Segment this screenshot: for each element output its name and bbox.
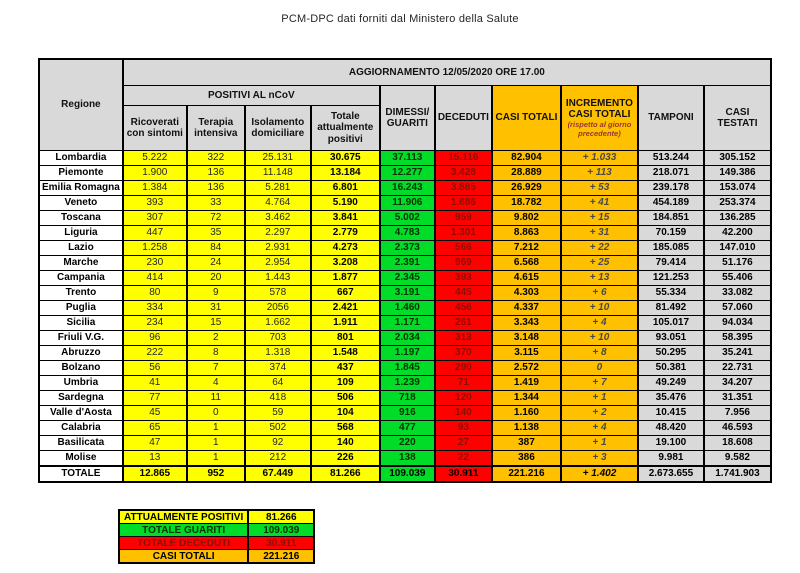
cell-dimessi: 4.783 — [380, 226, 435, 241]
cell-incremento: + 10 — [561, 301, 638, 316]
cell-dimessi: 477 — [380, 421, 435, 436]
cell-ricoverati: 393 — [123, 196, 187, 211]
cell-casi-totali: 28.889 — [492, 166, 561, 181]
summary-row — [119, 550, 314, 564]
cell-casi-testati: 35.241 — [704, 346, 771, 361]
cell-ricoverati: 80 — [123, 286, 187, 301]
cell-isolamento: 2056 — [245, 301, 311, 316]
cell-dimessi: 11.906 — [380, 196, 435, 211]
cell-incremento: + 31 — [561, 226, 638, 241]
cell-totale-positivi: 568 — [311, 421, 380, 436]
cell-casi-testati: 136.285 — [704, 211, 771, 226]
cell-deceduti: 1.301 — [435, 226, 492, 241]
header-totale-positivi: Totale attualmente positivi — [311, 106, 380, 151]
cell-casi-testati: 147.010 — [704, 241, 771, 256]
summary-row — [119, 524, 314, 537]
cell-tamponi: 81.492 — [638, 301, 704, 316]
cell-terapia: 136 — [187, 181, 245, 196]
cell-dimessi: 2.034 — [380, 331, 435, 346]
cell-tamponi: 48.420 — [638, 421, 704, 436]
cell-casi-testati: 57.060 — [704, 301, 771, 316]
header-dimessi-guariti: DIMESSI/ GUARITI — [380, 86, 435, 151]
table-row — [39, 451, 771, 467]
cell-deceduti: 3.885 — [435, 181, 492, 196]
cell-deceduti: 15.116 — [435, 151, 492, 166]
cell-deceduti: 1.686 — [435, 196, 492, 211]
cell-dimessi: 1.845 — [380, 361, 435, 376]
cell-isolamento: 418 — [245, 391, 311, 406]
table-row — [39, 151, 771, 166]
cell-dimessi: 37.113 — [380, 151, 435, 166]
cell-isolamento: 59 — [245, 406, 311, 421]
cell-totale-positivi: 13.184 — [311, 166, 380, 181]
cell-incremento: + 15 — [561, 211, 638, 226]
table-row — [39, 301, 771, 316]
summary-value: 221.216 — [248, 550, 314, 564]
cell-dimessi: 220 — [380, 436, 435, 451]
cell-ricoverati: 96 — [123, 331, 187, 346]
cell-dimessi: 138 — [380, 451, 435, 467]
cell-isolamento: 502 — [245, 421, 311, 436]
cell-regione: Lazio — [39, 241, 123, 256]
cell-incremento: + 1 — [561, 436, 638, 451]
cell-casi-testati: 305.152 — [704, 151, 771, 166]
cell-isolamento: 212 — [245, 451, 311, 467]
cell-tamponi: 121.253 — [638, 271, 704, 286]
cell-terapia: 2 — [187, 331, 245, 346]
cell-ricoverati: 414 — [123, 271, 187, 286]
cell-tamponi: 9.981 — [638, 451, 704, 467]
cell-dimessi: 2.373 — [380, 241, 435, 256]
cell-deceduti: 93 — [435, 421, 492, 436]
cell-incremento: + 3 — [561, 451, 638, 467]
cell-totale-positivi: 109 — [311, 376, 380, 391]
cell-terapia: 15 — [187, 316, 245, 331]
cell-regione: Umbria — [39, 376, 123, 391]
cell-isolamento: 5.281 — [245, 181, 311, 196]
cell-tamponi: 55.334 — [638, 286, 704, 301]
cell-ricoverati: 13 — [123, 451, 187, 467]
cell-totale-positivi: 437 — [311, 361, 380, 376]
cell-terapia: 1 — [187, 421, 245, 436]
header-casi-testati: CASI TESTATI — [704, 86, 771, 151]
cell-terapia: 322 — [187, 151, 245, 166]
cell-casi-totali: 7.212 — [492, 241, 561, 256]
table-row — [39, 391, 771, 406]
summary-label: CASI TOTALI — [119, 550, 248, 564]
header-terapia-intensiva: Terapia intensiva — [187, 106, 245, 151]
cell-deceduti: 370 — [435, 346, 492, 361]
cell-dimessi: 3.191 — [380, 286, 435, 301]
cell-incremento: + 6 — [561, 286, 638, 301]
cell-incremento: + 22 — [561, 241, 638, 256]
header-ricoverati: Ricoverati con sintomi — [123, 106, 187, 151]
cell-isolamento: 578 — [245, 286, 311, 301]
cell-tamponi: 2.673.655 — [638, 466, 704, 482]
covid-regions-table — [38, 58, 772, 483]
cell-isolamento: 2.931 — [245, 241, 311, 256]
cell-casi-testati: 94.034 — [704, 316, 771, 331]
cell-deceduti: 27 — [435, 436, 492, 451]
cell-isolamento: 11.148 — [245, 166, 311, 181]
summary-box — [118, 509, 315, 564]
cell-totale-positivi: 2.779 — [311, 226, 380, 241]
cell-totale-positivi: 6.801 — [311, 181, 380, 196]
header-regione: Regione — [39, 59, 123, 151]
cell-incremento: + 8 — [561, 346, 638, 361]
cell-deceduti: 313 — [435, 331, 492, 346]
cell-regione: Campania — [39, 271, 123, 286]
table-row — [39, 271, 771, 286]
table-row — [39, 346, 771, 361]
cell-terapia: 24 — [187, 256, 245, 271]
cell-incremento: 0 — [561, 361, 638, 376]
cell-incremento: + 1 — [561, 391, 638, 406]
cell-casi-totali: 9.802 — [492, 211, 561, 226]
cell-casi-totali: 6.568 — [492, 256, 561, 271]
cell-terapia: 7 — [187, 361, 245, 376]
cell-incremento: + 113 — [561, 166, 638, 181]
cell-regione: Calabria — [39, 421, 123, 436]
cell-dimessi: 5.002 — [380, 211, 435, 226]
cell-tamponi: 70.159 — [638, 226, 704, 241]
cell-deceduti: 3.428 — [435, 166, 492, 181]
header-isolamento: Isolamento domiciliare — [245, 106, 311, 151]
cell-casi-testati: 1.741.903 — [704, 466, 771, 482]
cell-casi-testati: 33.082 — [704, 286, 771, 301]
cell-casi-totali: 8.863 — [492, 226, 561, 241]
cell-ricoverati: 47 — [123, 436, 187, 451]
cell-totale-positivi: 2.421 — [311, 301, 380, 316]
cell-terapia: 1 — [187, 436, 245, 451]
cell-casi-testati: 153.074 — [704, 181, 771, 196]
cell-dimessi: 109.039 — [380, 466, 435, 482]
cell-dimessi: 12.277 — [380, 166, 435, 181]
cell-terapia: 11 — [187, 391, 245, 406]
cell-casi-totali: 4.337 — [492, 301, 561, 316]
cell-casi-totali: 4.303 — [492, 286, 561, 301]
cell-regione: Sardegna — [39, 391, 123, 406]
table-row — [39, 436, 771, 451]
cell-casi-testati: 58.395 — [704, 331, 771, 346]
cell-regione: Lombardia — [39, 151, 123, 166]
summary-body — [119, 510, 314, 563]
header-deceduti: DECEDUTI — [435, 86, 492, 151]
summary-value: 81.266 — [248, 510, 314, 524]
cell-dimessi: 2.345 — [380, 271, 435, 286]
cell-ricoverati: 56 — [123, 361, 187, 376]
table-row — [39, 376, 771, 391]
cell-deceduti: 71 — [435, 376, 492, 391]
cell-isolamento: 2.954 — [245, 256, 311, 271]
cell-deceduti: 22 — [435, 451, 492, 467]
cell-regione: Marche — [39, 256, 123, 271]
cell-ricoverati: 45 — [123, 406, 187, 421]
cell-casi-totali: 1.160 — [492, 406, 561, 421]
cell-casi-testati: 42.200 — [704, 226, 771, 241]
cell-incremento: + 4 — [561, 316, 638, 331]
cell-deceduti: 290 — [435, 361, 492, 376]
cell-casi-testati: 55.406 — [704, 271, 771, 286]
cell-casi-totali: 18.782 — [492, 196, 561, 211]
cell-casi-testati: 31.351 — [704, 391, 771, 406]
table-row-totale — [39, 466, 771, 482]
header-positivi-group: POSITIVI AL nCoV — [123, 86, 380, 106]
cell-dimessi: 916 — [380, 406, 435, 421]
cell-casi-testati: 34.207 — [704, 376, 771, 391]
cell-dimessi: 1.239 — [380, 376, 435, 391]
cell-totale-positivi: 81.266 — [311, 466, 380, 482]
cell-incremento: + 1.033 — [561, 151, 638, 166]
cell-incremento: + 1.402 — [561, 466, 638, 482]
cell-incremento: + 25 — [561, 256, 638, 271]
cell-ricoverati: 447 — [123, 226, 187, 241]
cell-casi-totali: 1.138 — [492, 421, 561, 436]
cell-totale-positivi: 104 — [311, 406, 380, 421]
cell-isolamento: 25.131 — [245, 151, 311, 166]
cell-incremento: + 53 — [561, 181, 638, 196]
header-row-groups — [39, 86, 771, 106]
cell-ricoverati: 5.222 — [123, 151, 187, 166]
cell-ricoverati: 222 — [123, 346, 187, 361]
cell-incremento: + 7 — [561, 376, 638, 391]
table-row — [39, 331, 771, 346]
header-incremento — [561, 86, 638, 151]
cell-regione: Liguria — [39, 226, 123, 241]
cell-isolamento: 92 — [245, 436, 311, 451]
cell-ricoverati: 41 — [123, 376, 187, 391]
table-row — [39, 166, 771, 181]
cell-totale-positivi: 1.911 — [311, 316, 380, 331]
cell-terapia: 4 — [187, 376, 245, 391]
cell-deceduti: 445 — [435, 286, 492, 301]
cell-totale-positivi: 667 — [311, 286, 380, 301]
cell-totale-positivi: 1.877 — [311, 271, 380, 286]
cell-casi-testati: 253.374 — [704, 196, 771, 211]
cell-tamponi: 50.295 — [638, 346, 704, 361]
cell-dimessi: 718 — [380, 391, 435, 406]
cell-isolamento: 1.443 — [245, 271, 311, 286]
cell-casi-testati: 22.731 — [704, 361, 771, 376]
summary-value: 30.911 — [248, 537, 314, 550]
cell-totale-positivi: 5.190 — [311, 196, 380, 211]
cell-casi-totali: 82.904 — [492, 151, 561, 166]
cell-dimessi: 1.171 — [380, 316, 435, 331]
summary-row — [119, 510, 314, 524]
table-row — [39, 241, 771, 256]
cell-ricoverati: 1.258 — [123, 241, 187, 256]
cell-isolamento: 3.462 — [245, 211, 311, 226]
cell-casi-testati: 18.608 — [704, 436, 771, 451]
cell-totale-positivi: 3.208 — [311, 256, 380, 271]
cell-ricoverati: 234 — [123, 316, 187, 331]
table-row — [39, 226, 771, 241]
cell-tamponi: 185.085 — [638, 241, 704, 256]
cell-terapia: 35 — [187, 226, 245, 241]
cell-tamponi: 513.244 — [638, 151, 704, 166]
cell-casi-totali: 3.343 — [492, 316, 561, 331]
cell-casi-testati: 7.956 — [704, 406, 771, 421]
cell-ricoverati: 1.384 — [123, 181, 187, 196]
cell-regione: Veneto — [39, 196, 123, 211]
cell-terapia: 9 — [187, 286, 245, 301]
cell-isolamento: 1.662 — [245, 316, 311, 331]
cell-casi-totali: 1.419 — [492, 376, 561, 391]
table-row — [39, 211, 771, 226]
summary-label: ATTUALMENTE POSITIVI — [119, 510, 248, 524]
cell-deceduti: 261 — [435, 316, 492, 331]
cell-casi-totali: 1.344 — [492, 391, 561, 406]
cell-tamponi: 35.476 — [638, 391, 704, 406]
cell-casi-testati: 149.386 — [704, 166, 771, 181]
cell-tamponi: 93.051 — [638, 331, 704, 346]
cell-isolamento: 2.297 — [245, 226, 311, 241]
cell-regione: Sicilia — [39, 316, 123, 331]
cell-terapia: 952 — [187, 466, 245, 482]
table-body — [39, 151, 771, 483]
page-title: PCM-DPC dati forniti dal Ministero della Salute — [281, 13, 519, 25]
cell-deceduti: 959 — [435, 211, 492, 226]
cell-regione: Bolzano — [39, 361, 123, 376]
cell-totale-positivi: 3.841 — [311, 211, 380, 226]
cell-isolamento: 1.318 — [245, 346, 311, 361]
cell-terapia: 31 — [187, 301, 245, 316]
cell-totale-positivi: 30.675 — [311, 151, 380, 166]
summary-row — [119, 537, 314, 550]
cell-ricoverati: 12.865 — [123, 466, 187, 482]
header-row-banner — [39, 59, 771, 86]
cell-regione: Molise — [39, 451, 123, 467]
cell-ricoverati: 65 — [123, 421, 187, 436]
cell-regione: TOTALE — [39, 466, 123, 482]
cell-regione: Basilicata — [39, 436, 123, 451]
cell-isolamento: 374 — [245, 361, 311, 376]
cell-regione: Valle d'Aosta — [39, 406, 123, 421]
table-row — [39, 256, 771, 271]
cell-casi-totali: 26.929 — [492, 181, 561, 196]
cell-incremento: + 2 — [561, 406, 638, 421]
update-banner: AGGIORNAMENTO 12/05/2020 ORE 17.00 — [123, 59, 771, 86]
cell-deceduti: 30.911 — [435, 466, 492, 482]
table-row — [39, 316, 771, 331]
header-incremento-note: (rispetto al giorno precedente) — [567, 120, 632, 138]
cell-tamponi: 105.017 — [638, 316, 704, 331]
cell-terapia: 0 — [187, 406, 245, 421]
cell-ricoverati: 1.900 — [123, 166, 187, 181]
cell-terapia: 20 — [187, 271, 245, 286]
cell-terapia: 8 — [187, 346, 245, 361]
cell-terapia: 136 — [187, 166, 245, 181]
cell-casi-totali: 386 — [492, 451, 561, 467]
cell-tamponi: 49.249 — [638, 376, 704, 391]
cell-ricoverati: 77 — [123, 391, 187, 406]
cell-regione: Trento — [39, 286, 123, 301]
cell-regione: Piemonte — [39, 166, 123, 181]
table-row — [39, 406, 771, 421]
cell-tamponi: 454.189 — [638, 196, 704, 211]
cell-tamponi: 239.178 — [638, 181, 704, 196]
table-row — [39, 196, 771, 211]
cell-regione: Friuli V.G. — [39, 331, 123, 346]
cell-dimessi: 1.460 — [380, 301, 435, 316]
cell-regione: Emilia Romagna — [39, 181, 123, 196]
cell-deceduti: 140 — [435, 406, 492, 421]
table-row — [39, 286, 771, 301]
cell-totale-positivi: 226 — [311, 451, 380, 467]
cell-casi-totali: 4.615 — [492, 271, 561, 286]
cell-deceduti: 456 — [435, 301, 492, 316]
cell-casi-totali: 3.115 — [492, 346, 561, 361]
cell-totale-positivi: 801 — [311, 331, 380, 346]
cell-isolamento: 67.449 — [245, 466, 311, 482]
cell-deceduti: 120 — [435, 391, 492, 406]
table-row — [39, 361, 771, 376]
cell-ricoverati: 307 — [123, 211, 187, 226]
cell-terapia: 1 — [187, 451, 245, 467]
cell-deceduti: 969 — [435, 256, 492, 271]
cell-tamponi: 79.414 — [638, 256, 704, 271]
cell-dimessi: 16.243 — [380, 181, 435, 196]
cell-dimessi: 1.197 — [380, 346, 435, 361]
cell-tamponi: 50.381 — [638, 361, 704, 376]
table-row — [39, 181, 771, 196]
cell-isolamento: 4.764 — [245, 196, 311, 211]
cell-isolamento: 64 — [245, 376, 311, 391]
cell-casi-totali: 2.572 — [492, 361, 561, 376]
cell-casi-testati: 46.593 — [704, 421, 771, 436]
cell-casi-totali: 3.148 — [492, 331, 561, 346]
cell-terapia: 33 — [187, 196, 245, 211]
cell-tamponi: 218.071 — [638, 166, 704, 181]
cell-totale-positivi: 1.548 — [311, 346, 380, 361]
cell-deceduti: 566 — [435, 241, 492, 256]
cell-ricoverati: 230 — [123, 256, 187, 271]
cell-regione: Puglia — [39, 301, 123, 316]
cell-incremento: + 13 — [561, 271, 638, 286]
cell-totale-positivi: 140 — [311, 436, 380, 451]
header-casi-totali: CASI TOTALI — [492, 86, 561, 151]
cell-isolamento: 703 — [245, 331, 311, 346]
summary-label: TOTALE GUARITI — [119, 524, 248, 537]
summary-label: TOTALE DECEDUTI — [119, 537, 248, 550]
cell-terapia: 72 — [187, 211, 245, 226]
cell-dimessi: 2.391 — [380, 256, 435, 271]
cell-tamponi: 184.851 — [638, 211, 704, 226]
summary-value: 109.039 — [248, 524, 314, 537]
cell-tamponi: 10.415 — [638, 406, 704, 421]
cell-regione: Abruzzo — [39, 346, 123, 361]
cell-tamponi: 19.100 — [638, 436, 704, 451]
header-incremento-title: INCREMENTO CASI TOTALI — [565, 97, 633, 121]
cell-casi-totali: 221.216 — [492, 466, 561, 482]
cell-casi-totali: 387 — [492, 436, 561, 451]
cell-casi-testati: 51.176 — [704, 256, 771, 271]
cell-incremento: + 41 — [561, 196, 638, 211]
cell-ricoverati: 334 — [123, 301, 187, 316]
cell-totale-positivi: 4.273 — [311, 241, 380, 256]
cell-incremento: + 4 — [561, 421, 638, 436]
table-row — [39, 421, 771, 436]
cell-terapia: 84 — [187, 241, 245, 256]
cell-incremento: + 10 — [561, 331, 638, 346]
header-tamponi: TAMPONI — [638, 86, 704, 151]
cell-casi-testati: 9.582 — [704, 451, 771, 467]
cell-deceduti: 393 — [435, 271, 492, 286]
cell-regione: Toscana — [39, 211, 123, 226]
cell-totale-positivi: 506 — [311, 391, 380, 406]
